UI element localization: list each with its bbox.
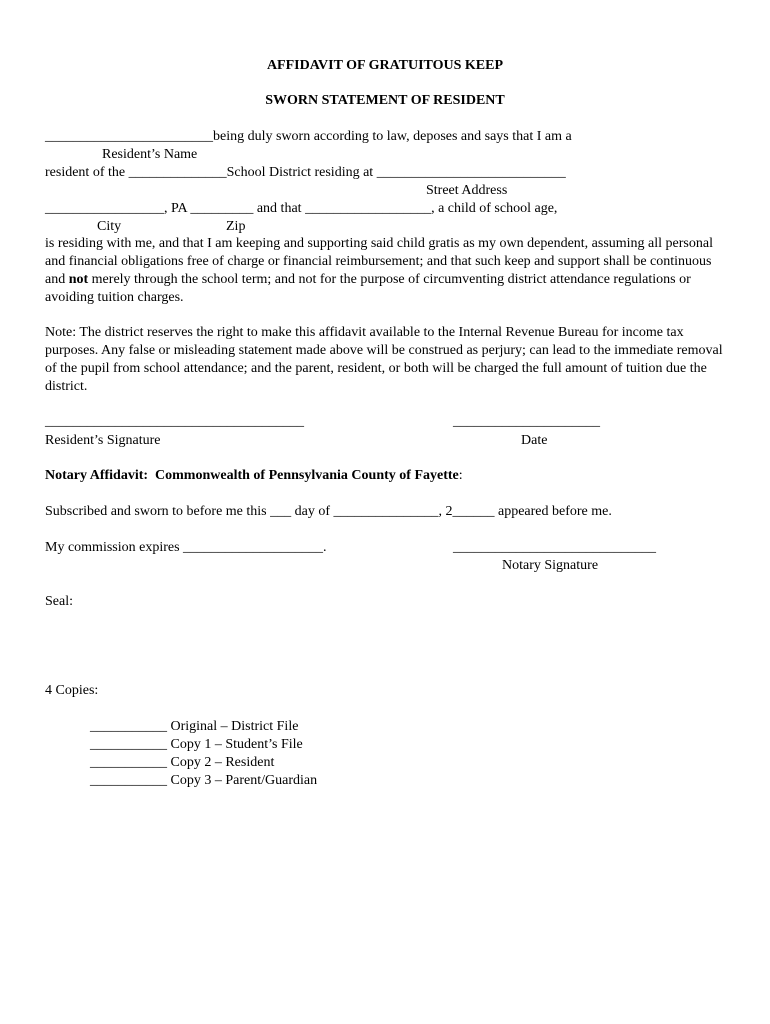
copy-item [90, 736, 303, 754]
copy-item [90, 772, 317, 790]
copy-check-blank[interactable]: ___________ [90, 719, 167, 734]
street-address-blank[interactable]: ___________________________ [376, 165, 566, 180]
resident-name-label: Resident’s Name [102, 147, 198, 162]
copy-label: Original – District File [167, 719, 299, 734]
date-line[interactable]: _____________________ [453, 414, 600, 429]
copy-check-blank[interactable]: ___________ [90, 755, 167, 770]
resident-signature-label: Resident’s Signature [45, 433, 161, 448]
resident-of-text: resident of the [45, 165, 129, 180]
resident-name-line [45, 128, 572, 146]
zip-blank[interactable]: _________ [190, 201, 254, 216]
pa-text: , PA [164, 201, 191, 216]
zip-label: Zip [226, 219, 246, 234]
note-paragraph: Note: The district reserves the right to make this affidavit available to the Internal Revenue Bureau for income tax purposes. Any false or misleading statement made above will be construed as perjury; can lead to the immediate removal of the pupil from school attendance; and the parent, resident, or both will be charged the full amount of tuition due the district. [45, 325, 723, 394]
notary-signature-label: Notary Signature [502, 558, 599, 573]
city-zip-line [45, 200, 557, 218]
city-label: City [97, 219, 122, 234]
body-text-part2: merely through the school term; and not for the purpose of circumventing district attendance regulations or avoiding tuition charges. [45, 272, 691, 305]
notary-heading-colon: : [458, 468, 463, 483]
copy-check-blank[interactable]: ___________ [90, 773, 167, 788]
child-of-school-age-text: _, a child of school age, [424, 201, 558, 216]
sworn-text: being duly sworn according to law, deposes and says that I am a [213, 129, 572, 144]
and-that-text: and that [253, 201, 306, 216]
notary-heading: Notary Affidavit: Commonwealth of Pennsylvania County of Fayette [45, 468, 459, 483]
resident-signature-line[interactable]: _____________________________________ [45, 414, 304, 429]
date-label: Date [521, 433, 548, 448]
copy-label: Copy 2 – Resident [167, 755, 275, 770]
city-blank[interactable]: _________________ [45, 201, 164, 216]
body-paragraph [45, 235, 735, 307]
body-text-not: not [68, 272, 89, 287]
seal-label: Seal: [45, 594, 73, 609]
child-name-blank[interactable]: _________________ [305, 201, 425, 216]
copy-label: Copy 1 – Student’s File [167, 737, 303, 752]
notary-heading-line [45, 467, 463, 485]
school-district-line [45, 164, 566, 182]
notary-signature-line[interactable]: _____________________________ [453, 540, 656, 555]
copy-item [90, 754, 274, 772]
copy-check-blank[interactable]: ___________ [90, 737, 167, 752]
street-address-label: Street Address [426, 183, 508, 198]
commission-expires-line[interactable]: My commission expires ____________________. [45, 540, 327, 555]
resident-name-blank[interactable]: ________________________ [45, 129, 213, 144]
copy-item [90, 718, 298, 736]
subscribed-sworn-line[interactable]: Subscribed and sworn to before me this ___ day of _______________, 2______ appeared before me. [45, 504, 612, 519]
document-title: AFFIDAVIT OF GRATUITOUS KEEP [266, 58, 504, 73]
school-district-blank[interactable]: ______________ [128, 165, 227, 180]
copy-label: Copy 3 – Parent/Guardian [167, 773, 318, 788]
body-text-part1: is residing with me, and that I am keeping and supporting said child gratis as my own dependent, assuming all personal and financial obligations free of charge or financial reimbursement; and that such keep and support shall be continuous and [45, 236, 713, 287]
school-district-text: School District residing at [226, 165, 377, 180]
document-subtitle: SWORN STATEMENT OF RESIDENT [265, 93, 505, 108]
copies-heading: 4 Copies: [45, 683, 99, 698]
